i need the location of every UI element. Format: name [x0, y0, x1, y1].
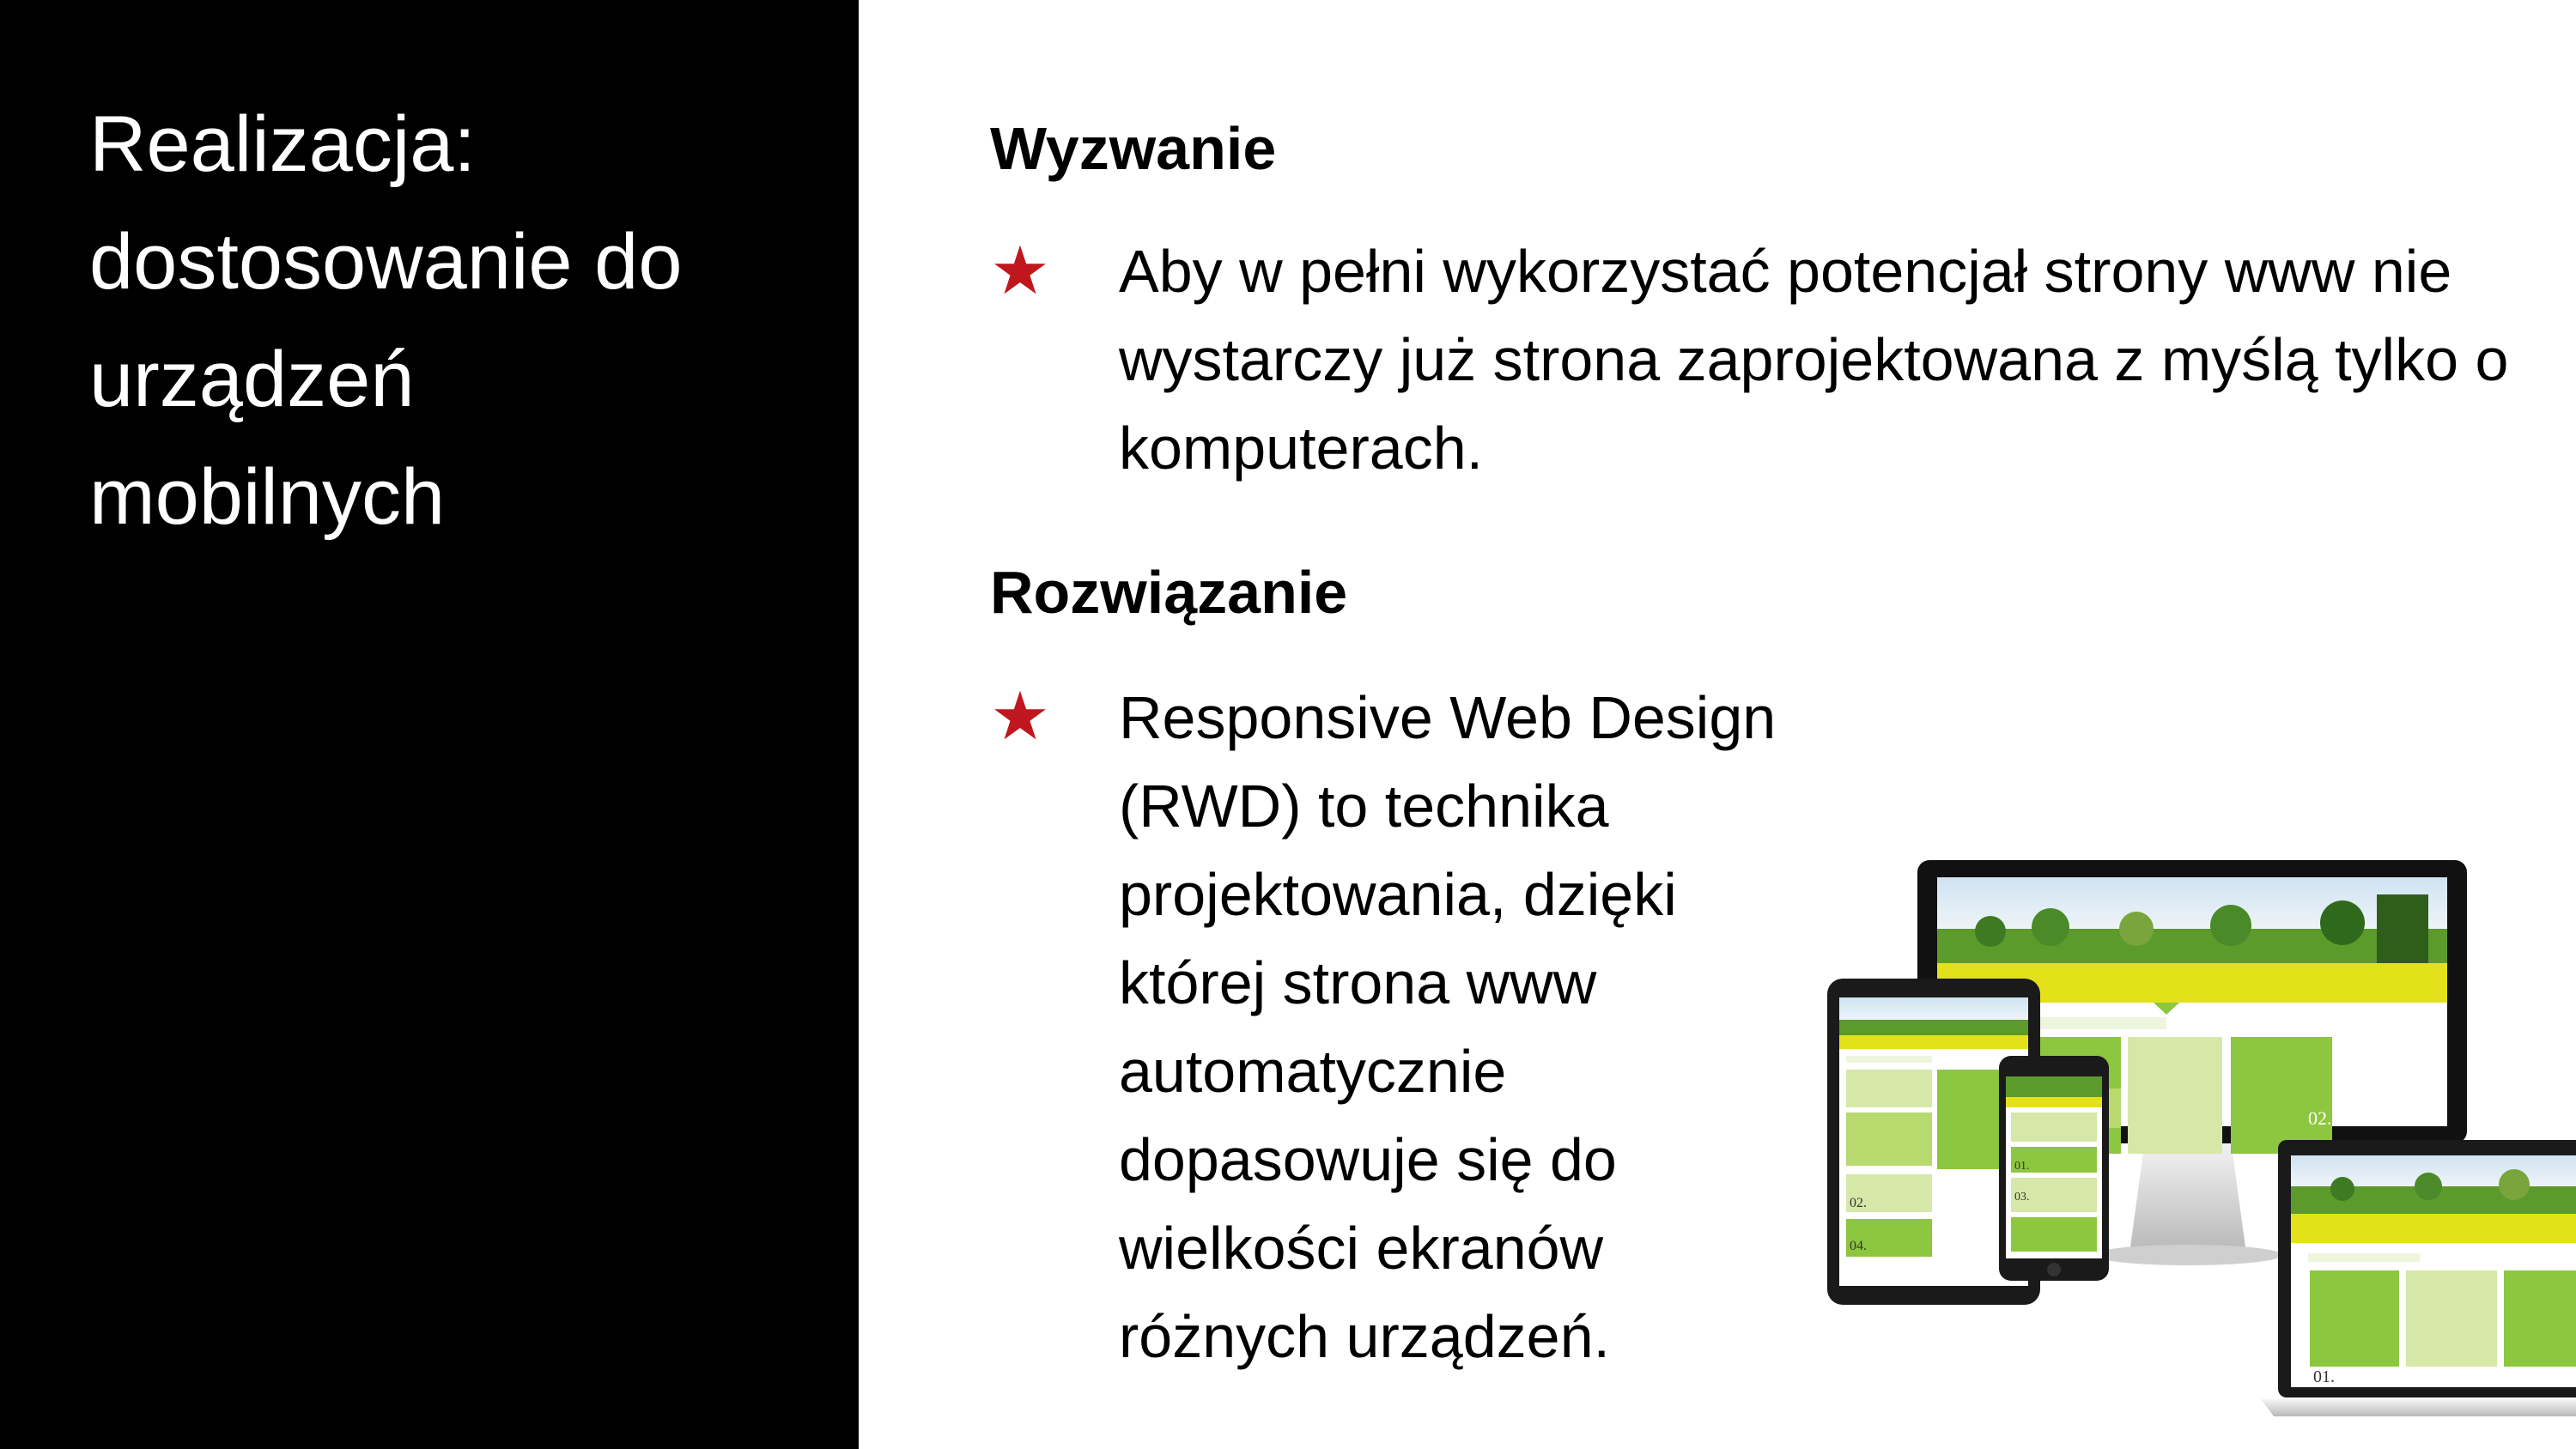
site-number-text: 01. — [2014, 1160, 2030, 1173]
challenge-text: Aby w pełni wykorzystać potencjał strony www nie wystarczy już strona zaprojektowana z myślą tylko o komputerach. — [1119, 238, 2509, 482]
slide-title: Realizacja: dostosowanie do urządzeń mobilnych — [89, 100, 683, 541]
solution-text: Responsive Web Design (RWD) to technika projektowania, dzięki której strona www automatycznie dopasowuje się do wielkości ekranów różnych urządzeń. — [1119, 684, 1777, 1370]
site-number-text: 02. — [2308, 1107, 2332, 1129]
site-number-text: 04. — [1850, 1239, 1867, 1253]
responsive-devices-illustration — [1827, 850, 2576, 1449]
solution-heading: Rozwiązanie — [990, 559, 1348, 626]
star-bullet-icon: ★ — [990, 678, 1050, 754]
left-title-panel — [0, 0, 859, 1449]
site-number-text: 03. — [2014, 1191, 2030, 1203]
site-number-text: 02. — [1850, 1196, 1867, 1210]
site-number-text: 01. — [2313, 1367, 2335, 1386]
laptop-icon — [2261, 1140, 2576, 1416]
star-bullet-icon: ★ — [990, 233, 1050, 308]
smartphone-icon — [1999, 1056, 2109, 1281]
challenge-heading: Wyzwanie — [990, 115, 1277, 182]
